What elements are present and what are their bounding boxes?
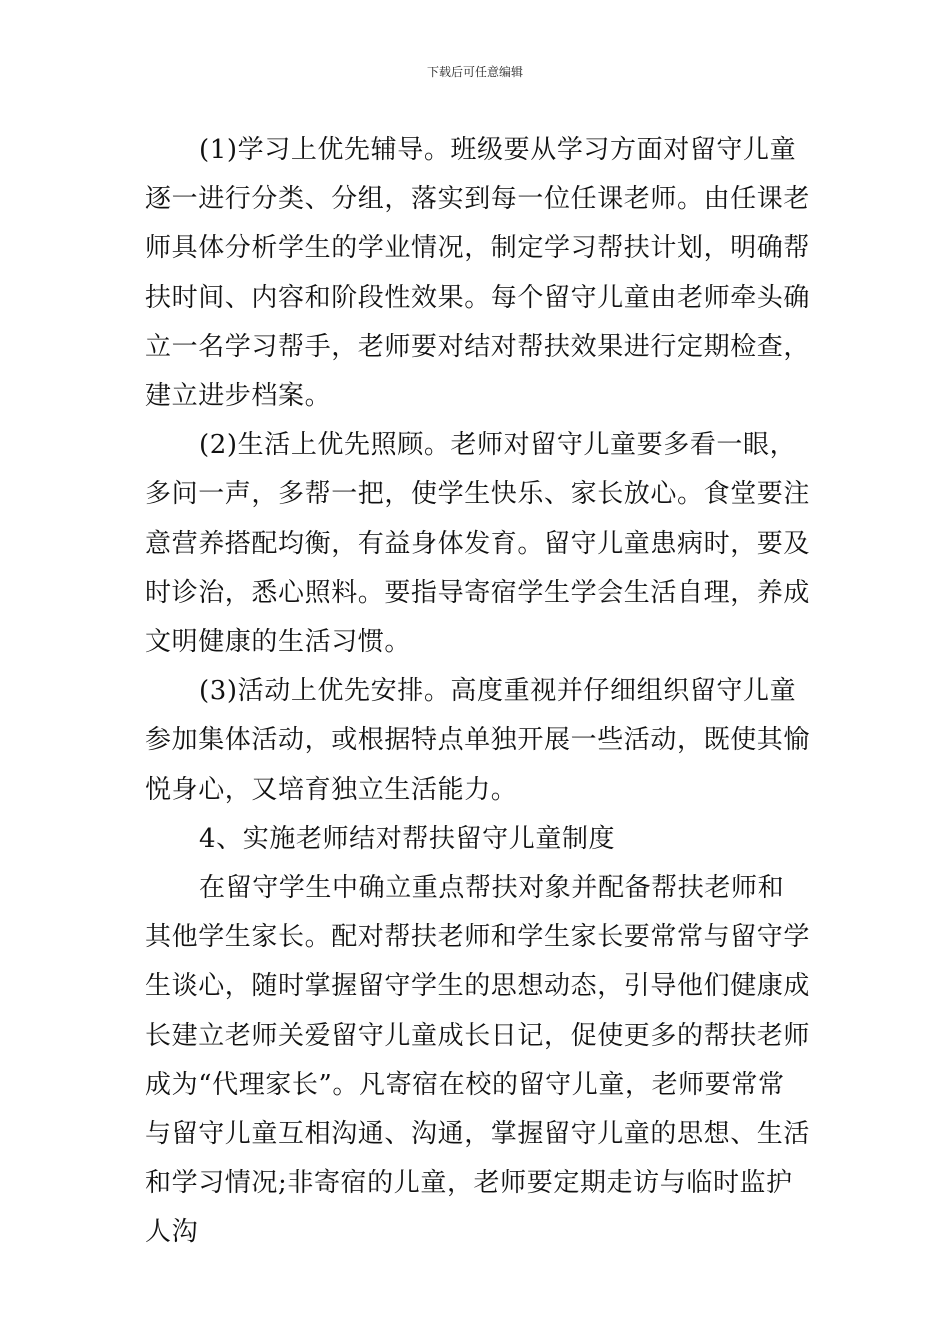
paragraph-study-priority: (1)学习上优先辅导。班级要从学习方面对留守儿童逐一进行分类、分组，落实到每一位任课老师。由任课老师具体分析学生的学业情况，制定学习帮扶计划，明确帮扶时间、内容和阶段性效果。每个留守儿童由老师牵头确立一名学习帮手，老师要对结对帮扶效果进行定期检查，建立进步档案。 <box>145 135 811 412</box>
paragraph-life-priority: (2)生活上优先照顾。老师对留守儿童要多看一眼，多问一声，多帮一把，使学生快乐、家长放心。食堂要注意营养搭配均衡，有益身体发育。留守儿童患病时，要及时诊治，悉心照料。要指导寄宿学生学会生活自理，养成文明健康的生活习惯。 <box>145 430 811 658</box>
document-body <box>145 126 810 1258</box>
page-header: 下载后可任意编辑 <box>426 65 523 79</box>
paragraph-pairing-system: 在留守学生中确立重点帮扶对象并配备帮扶老师和其他学生家长。配对帮扶老师和学生家长要常常与留守学生谈心，随时掌握留守学生的思想动态，引导他们健康成长建立老师关爱留守儿童成长日记，促使更多的帮扶老师成为“代理家长”。凡寄宿在校的留守儿童，老师要常常与留守儿童互相沟通、沟通，掌握留守儿童的思想、生活和学习情况;非寄宿的儿童，老师要定期走访与临时监护人沟 <box>145 873 811 1248</box>
section-heading: 4、实施老师结对帮扶留守儿童制度 <box>199 823 616 854</box>
paragraph-activity-priority: (3)活动上优先安排。高度重视并仔细组织留守儿童参加集体活动，或根据特点单独开展一些活动，既使其愉悦身心，又培育独立生活能力。 <box>145 676 811 805</box>
